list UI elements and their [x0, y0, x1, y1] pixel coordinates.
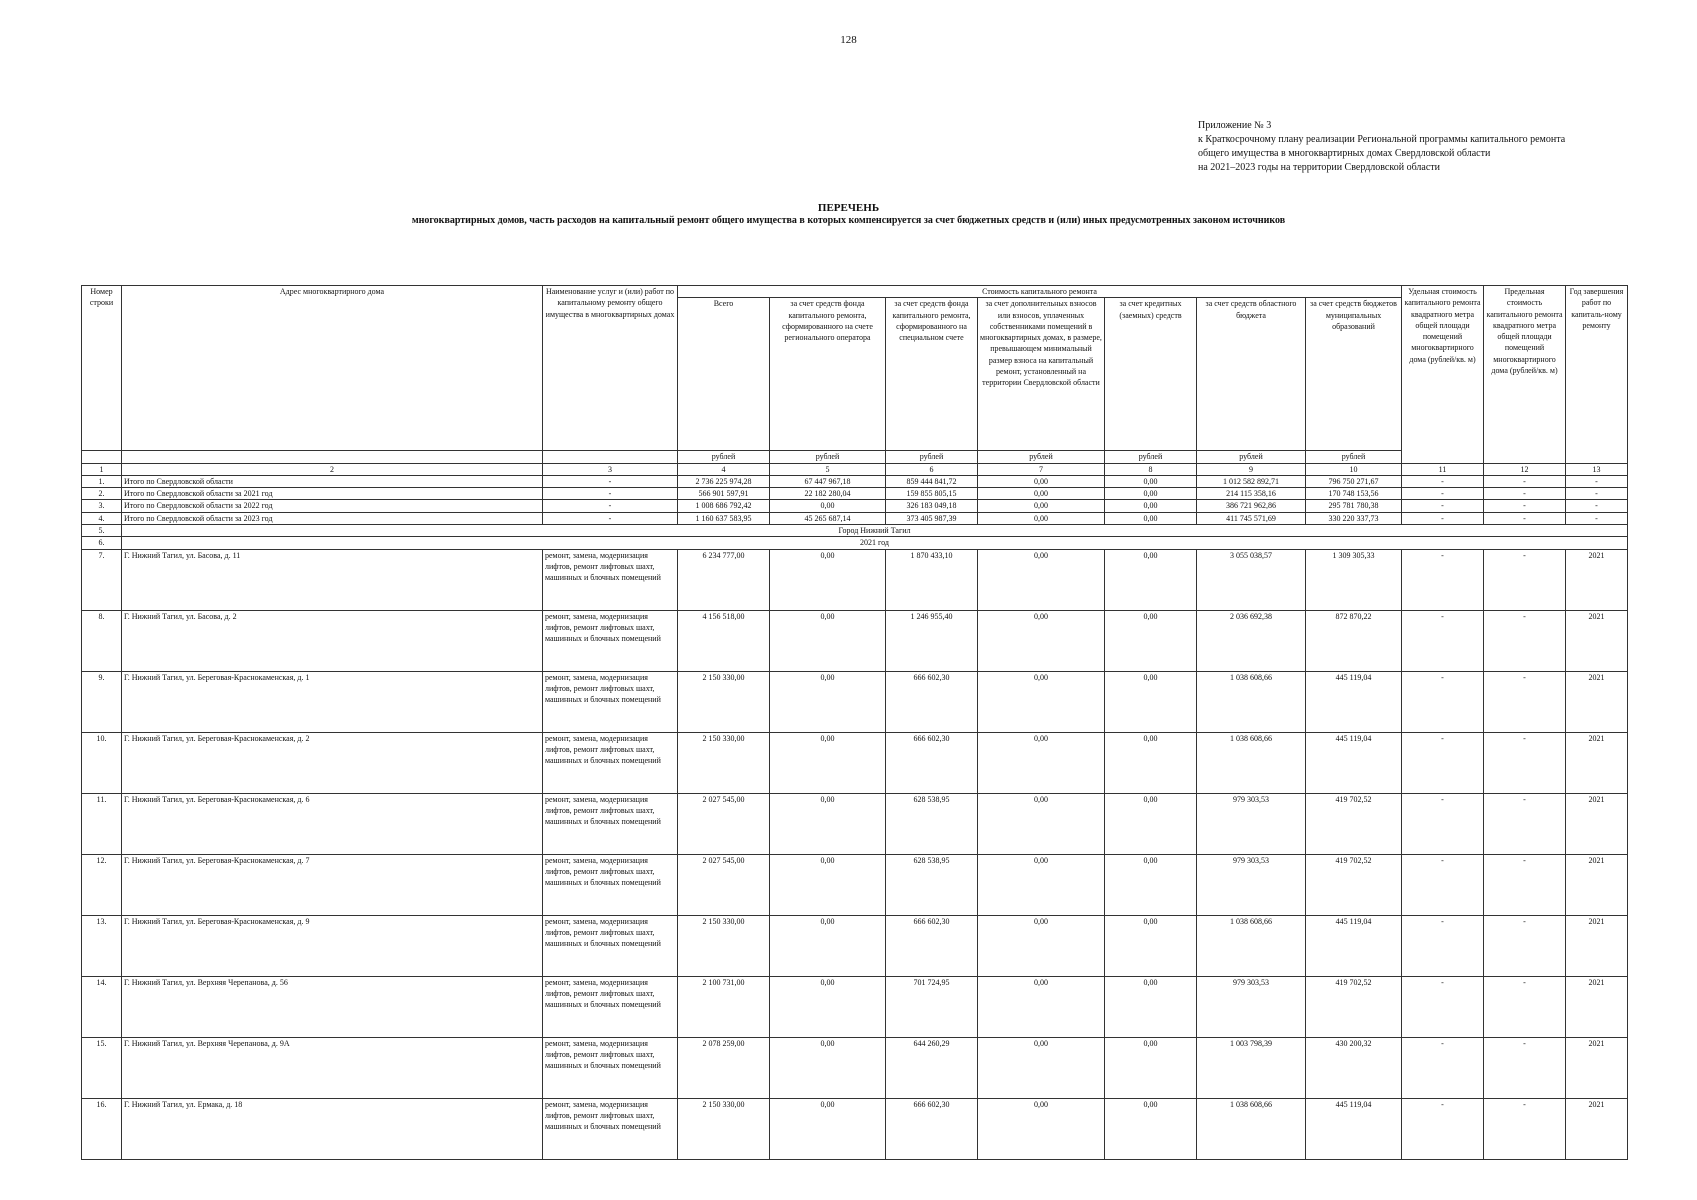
units-cell: рублей	[1105, 451, 1197, 463]
regop-cell: 0,00	[770, 1037, 886, 1098]
table-row	[82, 671, 1628, 732]
service-cell: ремонт, замена, модернизация лифтов, ремонт лифтовых шахт, машинных и блочных помещений	[543, 1037, 678, 1098]
header-row-number: Номер строки	[82, 286, 122, 451]
column-number: 12	[1484, 463, 1566, 475]
credit-cell: 0,00	[1105, 854, 1197, 915]
max-cost-cell: -	[1484, 854, 1566, 915]
row-number: 2.	[82, 488, 122, 500]
regional-cell: 979 303,53	[1197, 854, 1306, 915]
table-row	[82, 915, 1628, 976]
extra-cell: 0,00	[978, 475, 1105, 487]
units-cell: рублей	[678, 451, 770, 463]
max-cost-cell: -	[1484, 1098, 1566, 1159]
extra-cell: 0,00	[978, 488, 1105, 500]
municipal-cell: 295 781 780,38	[1306, 500, 1402, 512]
total-cell: 4 156 518,00	[678, 610, 770, 671]
max-cost-cell: -	[1484, 549, 1566, 610]
column-number: 13	[1566, 463, 1628, 475]
units-cell: рублей	[1197, 451, 1306, 463]
summary-row	[82, 488, 1628, 500]
regop-cell: 45 265 687,14	[770, 512, 886, 524]
table-row	[82, 976, 1628, 1037]
column-number: 8	[1105, 463, 1197, 475]
unit-cost-cell: -	[1402, 549, 1484, 610]
section-row	[82, 537, 1628, 549]
municipal-cell: 170 748 153,56	[1306, 488, 1402, 500]
extra-cell: 0,00	[978, 854, 1105, 915]
service-cell: ремонт, замена, модернизация лифтов, ремонт лифтовых шахт, машинных и блочных помещений	[543, 671, 678, 732]
regop-cell: 0,00	[770, 500, 886, 512]
credit-cell: 0,00	[1105, 671, 1197, 732]
units-cell-empty	[82, 451, 122, 463]
total-cell: 2 100 731,00	[678, 976, 770, 1037]
regional-cell: 1 038 608,66	[1197, 1098, 1306, 1159]
column-number: 5	[770, 463, 886, 475]
credit-cell: 0,00	[1105, 976, 1197, 1037]
extra-cell: 0,00	[978, 512, 1105, 524]
summary-row	[82, 512, 1628, 524]
header-credit: за счет кредитных (заемных) средств	[1105, 298, 1197, 451]
regop-cell: 0,00	[770, 1098, 886, 1159]
address-cell: Итого по Свердловской области за 2021 год	[122, 488, 543, 500]
unit-cost-cell: -	[1402, 671, 1484, 732]
unit-cost-cell: -	[1402, 610, 1484, 671]
service-cell: ремонт, замена, модернизация лифтов, ремонт лифтовых шахт, машинных и блочных помещений	[543, 854, 678, 915]
credit-cell: 0,00	[1105, 1098, 1197, 1159]
regional-cell: 1 003 798,39	[1197, 1037, 1306, 1098]
address-cell: Г. Нижний Тагил, ул. Басова, д. 2	[122, 610, 543, 671]
regop-cell: 0,00	[770, 976, 886, 1037]
municipal-cell: 445 119,04	[1306, 1098, 1402, 1159]
credit-cell: 0,00	[1105, 793, 1197, 854]
total-cell: 6 234 777,00	[678, 549, 770, 610]
regop-cell: 0,00	[770, 915, 886, 976]
special-cell: 1 870 433,10	[886, 549, 978, 610]
service-cell: ремонт, замена, модернизация лифтов, ремонт лифтовых шахт, машинных и блочных помещений	[543, 610, 678, 671]
summary-row	[82, 500, 1628, 512]
regop-cell: 0,00	[770, 732, 886, 793]
total-cell: 2 736 225 974,28	[678, 475, 770, 487]
year-cell: -	[1566, 512, 1628, 524]
column-number: 6	[886, 463, 978, 475]
address-cell: Г. Нижний Тагил, ул. Береговая-Краснокаменская, д. 6	[122, 793, 543, 854]
year-cell: 2021	[1566, 671, 1628, 732]
row-number: 6.	[82, 537, 122, 549]
total-cell: 2 078 259,00	[678, 1037, 770, 1098]
appendix-note	[1198, 119, 1565, 175]
municipal-cell: 419 702,52	[1306, 976, 1402, 1037]
max-cost-cell: -	[1484, 488, 1566, 500]
row-number: 8.	[82, 610, 122, 671]
regop-cell: 0,00	[770, 671, 886, 732]
document-title	[0, 202, 1697, 226]
year-cell: 2021	[1566, 915, 1628, 976]
column-number: 2	[122, 463, 543, 475]
column-number: 11	[1402, 463, 1484, 475]
section-label: 2021 год	[122, 537, 1628, 549]
credit-cell: 0,00	[1105, 915, 1197, 976]
table-row	[82, 793, 1628, 854]
max-cost-cell: -	[1484, 500, 1566, 512]
header-total: Всего	[678, 298, 770, 451]
header-extra: за счет дополнительных взносов или взносов, уплаченных собственниками помещений в многоквартирных домах, в размере, превышающем минимальный размер взноса на капитальный ремонт, установленный на территории Свердловской области	[978, 298, 1105, 451]
column-number: 3	[543, 463, 678, 475]
regional-cell: 979 303,53	[1197, 793, 1306, 854]
address-cell: Г. Нижний Тагил, ул. Верхняя Черепанова, д. 56	[122, 976, 543, 1037]
max-cost-cell: -	[1484, 1037, 1566, 1098]
column-number: 7	[978, 463, 1105, 475]
total-cell: 1 008 686 792,42	[678, 500, 770, 512]
credit-cell: 0,00	[1105, 512, 1197, 524]
service-cell: -	[543, 512, 678, 524]
special-cell: 1 246 955,40	[886, 610, 978, 671]
extra-cell: 0,00	[978, 500, 1105, 512]
units-cell-empty	[543, 451, 678, 463]
header-municipal: за счет средств бюджетов муниципальных образований	[1306, 298, 1402, 451]
service-cell: ремонт, замена, модернизация лифтов, ремонт лифтовых шахт, машинных и блочных помещений	[543, 732, 678, 793]
row-number: 1.	[82, 475, 122, 487]
column-number: 10	[1306, 463, 1402, 475]
header-regional: за счет средств областного бюджета	[1197, 298, 1306, 451]
section-row	[82, 525, 1628, 537]
header-special: за счет средств фонда капитального ремонта, сформированного на специальном счете	[886, 298, 978, 451]
header-unit-cost: Удельная стоимость капитального ремонта квадратного метра общей площади помещений многоквартирного дома (рублей/кв. м)	[1402, 286, 1484, 464]
credit-cell: 0,00	[1105, 732, 1197, 793]
service-cell: ремонт, замена, модернизация лифтов, ремонт лифтовых шахт, машинных и блочных помещений	[543, 1098, 678, 1159]
max-cost-cell: -	[1484, 512, 1566, 524]
special-cell: 666 602,30	[886, 732, 978, 793]
address-cell: Г. Нижний Тагил, ул. Ермака, д. 18	[122, 1098, 543, 1159]
extra-cell: 0,00	[978, 976, 1105, 1037]
units-cell: рублей	[886, 451, 978, 463]
appendix-line: к Краткосрочному плану реализации Региональной программы капитального ремонта	[1198, 134, 1566, 145]
municipal-cell: 796 750 271,67	[1306, 475, 1402, 487]
year-cell: 2021	[1566, 610, 1628, 671]
unit-cost-cell: -	[1402, 512, 1484, 524]
header-address: Адрес многоквартирного дома	[122, 286, 543, 451]
table-row	[82, 549, 1628, 610]
units-cell-empty	[122, 451, 543, 463]
unit-cost-cell: -	[1402, 1037, 1484, 1098]
extra-cell: 0,00	[978, 732, 1105, 793]
row-number: 14.	[82, 976, 122, 1037]
row-number: 7.	[82, 549, 122, 610]
total-cell: 2 150 330,00	[678, 732, 770, 793]
page-number: 128	[840, 34, 857, 46]
table-row	[82, 1098, 1628, 1159]
row-number: 11.	[82, 793, 122, 854]
max-cost-cell: -	[1484, 793, 1566, 854]
table-row	[82, 732, 1628, 793]
address-cell: Г. Нижний Тагил, ул. Береговая-Краснокаменская, д. 1	[122, 671, 543, 732]
register-table	[81, 285, 1628, 1160]
special-cell: 701 724,95	[886, 976, 978, 1037]
special-cell: 159 855 805,15	[886, 488, 978, 500]
address-cell: Итого по Свердловской области за 2022 год	[122, 500, 543, 512]
total-cell: 2 150 330,00	[678, 1098, 770, 1159]
row-number: 10.	[82, 732, 122, 793]
appendix-line: Приложение № 3	[1198, 120, 1272, 131]
regop-cell: 0,00	[770, 854, 886, 915]
max-cost-cell: -	[1484, 915, 1566, 976]
special-cell: 666 602,30	[886, 671, 978, 732]
municipal-cell: 419 702,52	[1306, 793, 1402, 854]
total-cell: 2 027 545,00	[678, 854, 770, 915]
municipal-cell: 1 309 305,33	[1306, 549, 1402, 610]
max-cost-cell: -	[1484, 976, 1566, 1037]
max-cost-cell: -	[1484, 671, 1566, 732]
column-number: 4	[678, 463, 770, 475]
extra-cell: 0,00	[978, 1037, 1105, 1098]
regional-cell: 2 036 692,38	[1197, 610, 1306, 671]
credit-cell: 0,00	[1105, 500, 1197, 512]
units-cell: рублей	[978, 451, 1105, 463]
regop-cell: 67 447 967,18	[770, 475, 886, 487]
extra-cell: 0,00	[978, 610, 1105, 671]
extra-cell: 0,00	[978, 549, 1105, 610]
year-cell: 2021	[1566, 976, 1628, 1037]
title-subtitle: многоквартирных домов, часть расходов на капитальный ремонт общего имущества в которых компенсируется за счет бюджетных средств и (или) иных предусмотренных законом источников	[411, 215, 1286, 226]
header-year-end: Год завершения работ по капиталь-ному ремонту	[1566, 286, 1628, 464]
header-max-cost: Предельная стоимость капитального ремонта квадратного метра общей площади помещений многоквартирного дома (рублей/кв. м)	[1484, 286, 1566, 464]
special-cell: 628 538,95	[886, 854, 978, 915]
max-cost-cell: -	[1484, 475, 1566, 487]
credit-cell: 0,00	[1105, 549, 1197, 610]
regional-cell: 1 038 608,66	[1197, 732, 1306, 793]
header-regop: за счет средств фонда капитального ремонта, сформированного на счете регионального оператора	[770, 298, 886, 451]
credit-cell: 0,00	[1105, 475, 1197, 487]
unit-cost-cell: -	[1402, 488, 1484, 500]
year-cell: 2021	[1566, 732, 1628, 793]
special-cell: 373 405 987,39	[886, 512, 978, 524]
special-cell: 666 602,30	[886, 915, 978, 976]
max-cost-cell: -	[1484, 732, 1566, 793]
year-cell: -	[1566, 488, 1628, 500]
header-cost-group: Стоимость капитального ремонта	[678, 286, 1402, 298]
row-number: 4.	[82, 512, 122, 524]
municipal-cell: 445 119,04	[1306, 732, 1402, 793]
extra-cell: 0,00	[978, 793, 1105, 854]
regional-cell: 1 038 608,66	[1197, 671, 1306, 732]
regional-cell: 1 012 582 892,71	[1197, 475, 1306, 487]
municipal-cell: 445 119,04	[1306, 671, 1402, 732]
unit-cost-cell: -	[1402, 976, 1484, 1037]
municipal-cell: 419 702,52	[1306, 854, 1402, 915]
year-cell: 2021	[1566, 793, 1628, 854]
table-row	[82, 1037, 1628, 1098]
units-cell: рублей	[1306, 451, 1402, 463]
year-cell: 2021	[1566, 549, 1628, 610]
municipal-cell: 872 870,22	[1306, 610, 1402, 671]
row-number: 3.	[82, 500, 122, 512]
regional-cell: 214 115 358,16	[1197, 488, 1306, 500]
municipal-cell: 330 220 337,73	[1306, 512, 1402, 524]
address-cell: Г. Нижний Тагил, ул. Береговая-Краснокаменская, д. 7	[122, 854, 543, 915]
extra-cell: 0,00	[978, 915, 1105, 976]
address-cell: Г. Нижний Тагил, ул. Басова, д. 11	[122, 549, 543, 610]
total-cell: 2 027 545,00	[678, 793, 770, 854]
regional-cell: 386 721 962,86	[1197, 500, 1306, 512]
special-cell: 644 260,29	[886, 1037, 978, 1098]
special-cell: 628 538,95	[886, 793, 978, 854]
year-cell: 2021	[1566, 1037, 1628, 1098]
year-cell: -	[1566, 475, 1628, 487]
address-cell: Г. Нижний Тагил, ул. Береговая-Краснокаменская, д. 2	[122, 732, 543, 793]
unit-cost-cell: -	[1402, 915, 1484, 976]
service-cell: ремонт, замена, модернизация лифтов, ремонт лифтовых шахт, машинных и блочных помещений	[543, 793, 678, 854]
address-cell: Итого по Свердловской области за 2023 год	[122, 512, 543, 524]
units-cell: рублей	[770, 451, 886, 463]
credit-cell: 0,00	[1105, 488, 1197, 500]
unit-cost-cell: -	[1402, 854, 1484, 915]
row-number: 12.	[82, 854, 122, 915]
regional-cell: 1 038 608,66	[1197, 915, 1306, 976]
year-cell: 2021	[1566, 854, 1628, 915]
section-label: Город Нижний Тагил	[122, 525, 1628, 537]
address-cell: Г. Нижний Тагил, ул. Верхняя Черепанова, д. 9А	[122, 1037, 543, 1098]
unit-cost-cell: -	[1402, 1098, 1484, 1159]
unit-cost-cell: -	[1402, 793, 1484, 854]
extra-cell: 0,00	[978, 1098, 1105, 1159]
municipal-cell: 430 200,32	[1306, 1037, 1402, 1098]
appendix-line: общего имущества в многоквартирных домах Свердловской области	[1198, 148, 1491, 159]
special-cell: 326 183 049,18	[886, 500, 978, 512]
row-number: 9.	[82, 671, 122, 732]
regop-cell: 0,00	[770, 549, 886, 610]
service-cell: -	[543, 500, 678, 512]
row-number: 5.	[82, 525, 122, 537]
service-cell: -	[543, 475, 678, 487]
special-cell: 666 602,30	[886, 1098, 978, 1159]
service-cell: ремонт, замена, модернизация лифтов, ремонт лифтовых шахт, машинных и блочных помещений	[543, 915, 678, 976]
unit-cost-cell: -	[1402, 732, 1484, 793]
row-number: 16.	[82, 1098, 122, 1159]
regional-cell: 411 745 571,69	[1197, 512, 1306, 524]
year-cell: 2021	[1566, 1098, 1628, 1159]
summary-row	[82, 475, 1628, 487]
address-cell: Итого по Свердловской области	[122, 475, 543, 487]
title-main: ПЕРЕЧЕНЬ	[817, 202, 880, 214]
header-service: Наименование услуг и (или) работ по капитальному ремонту общего имущества в многоквартирных домах	[543, 286, 678, 451]
column-number: 1	[82, 463, 122, 475]
unit-cost-cell: -	[1402, 500, 1484, 512]
regional-cell: 3 055 038,57	[1197, 549, 1306, 610]
special-cell: 859 444 841,72	[886, 475, 978, 487]
max-cost-cell: -	[1484, 610, 1566, 671]
municipal-cell: 445 119,04	[1306, 915, 1402, 976]
total-cell: 2 150 330,00	[678, 915, 770, 976]
regop-cell: 0,00	[770, 610, 886, 671]
credit-cell: 0,00	[1105, 1037, 1197, 1098]
regop-cell: 22 182 280,04	[770, 488, 886, 500]
service-cell: ремонт, замена, модернизация лифтов, ремонт лифтовых шахт, машинных и блочных помещений	[543, 976, 678, 1037]
table-row	[82, 854, 1628, 915]
service-cell: -	[543, 488, 678, 500]
credit-cell: 0,00	[1105, 610, 1197, 671]
unit-cost-cell: -	[1402, 475, 1484, 487]
row-number: 15.	[82, 1037, 122, 1098]
appendix-line: на 2021–2023 годы на территории Свердловской области	[1198, 162, 1441, 173]
regional-cell: 979 303,53	[1197, 976, 1306, 1037]
row-number: 13.	[82, 915, 122, 976]
address-cell: Г. Нижний Тагил, ул. Береговая-Краснокаменская, д. 9	[122, 915, 543, 976]
column-number: 9	[1197, 463, 1306, 475]
regop-cell: 0,00	[770, 793, 886, 854]
year-cell: -	[1566, 500, 1628, 512]
table-row	[82, 610, 1628, 671]
extra-cell: 0,00	[978, 671, 1105, 732]
total-cell: 2 150 330,00	[678, 671, 770, 732]
service-cell: ремонт, замена, модернизация лифтов, ремонт лифтовых шахт, машинных и блочных помещений	[543, 549, 678, 610]
total-cell: 1 160 637 583,95	[678, 512, 770, 524]
total-cell: 566 901 597,91	[678, 488, 770, 500]
